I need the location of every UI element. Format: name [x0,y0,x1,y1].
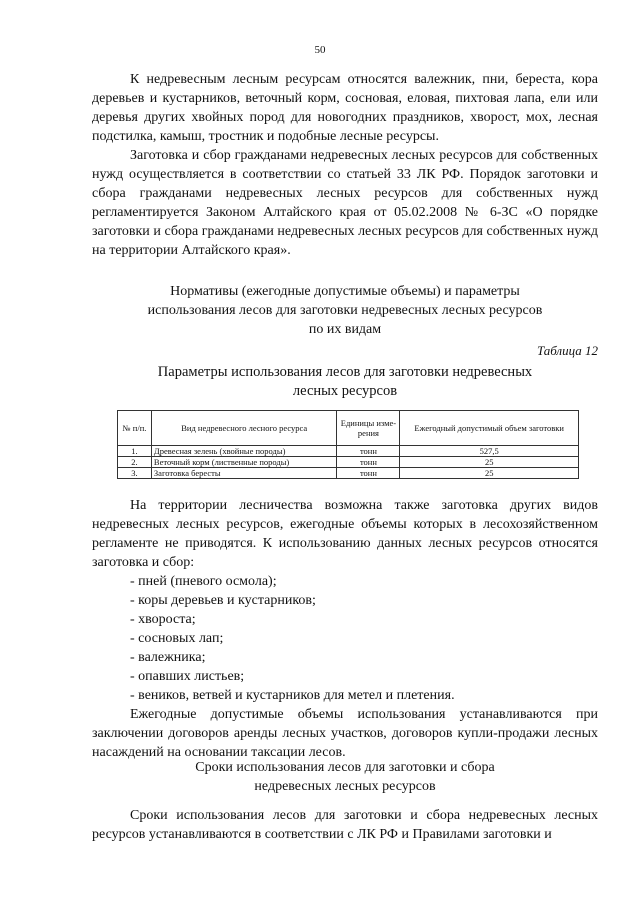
table-row [118,446,579,457]
heading-line: по их видам [308,322,382,337]
header-volume: Ежегодный допустимый объем заготовки [400,411,579,446]
cell-unit: тонн [337,468,400,479]
header-unit: Единицы изме-рения [337,411,400,446]
resource-list [92,572,598,705]
cell-resource: Веточный корм (лиственные породы) [151,457,337,468]
intro-text-block [92,70,598,260]
table-title [92,363,598,401]
cell-volume: 25 [400,457,579,468]
cell-unit: тонн [337,446,400,457]
cell-number: 1. [118,446,152,457]
paragraph-resources-list: К недревесным лесным ресурсам относятся валежник, пни, береста, кора деревьев и кустарников, веточный корм, сосновая, еловая, пихтовая лапа, ели или деревья других хвойных пород для новогодних праздников, хворост, мох, лесная подстилка, камыш, тростник и подобные лесные ресурсы. [92,72,598,144]
list-item: - валежника; [130,650,206,665]
table-header-row [118,411,579,446]
page-number: 50 [314,44,326,56]
list-item: - пней (пневого осмола); [130,574,277,589]
section-heading-terms [92,758,598,796]
heading-line: Нормативы (ежегодные допустимые объемы) и параметры [170,284,520,299]
heading-line: Сроки использования лесов для заготовки и сбора [195,760,495,775]
list-item: - опавших листьев; [130,669,245,684]
paragraph-other-resources: На территории лесничества возможна также заготовка других видов недревесных лесных ресурсов, ежегодные объемы которых в лесохозяйственном регламенте не приводятся. К использованию данных лесных ресурсов относятся заготовка и сбор: [92,498,598,570]
list-item: - коры деревьев и кустарников; [130,593,316,608]
paragraph-legal-basis: Заготовка и сбор гражданами недревесных лесных ресурсов для собственных нужд осуществляется в соответствии со статьей 33 ЛК РФ. Порядок заготовки и сбора гражданами недревесных лесных ресурсов для собственных нужд регламентируется Законом Алтайского края от 05.02.2008 № 6-ЗС «О порядке заготовки и сбора гражданами недревесных лесных ресурсов для собственных нужд на территории Алтайского края». [92,148,598,258]
cell-unit: тонн [337,457,400,468]
cell-number: 3. [118,468,152,479]
paragraph-terms: Сроки использования лесов для заготовки и сбора недревесных лесных ресурсов устанавливаются в соответствии с ЛК РФ и Правилами заготовки и [92,808,598,842]
table-row [118,468,579,479]
parameters-table [117,410,579,479]
cell-volume: 527,5 [400,446,579,457]
table-row [118,457,579,468]
heading-line: недревесных лесных ресурсов [254,779,436,794]
table-number-label: Таблица 12 [536,343,598,358]
section-heading-norms [92,282,598,339]
list-item: - хвороста; [130,612,196,627]
paragraph-annual-volumes: Ежегодные допустимые объемы использования устанавливаются при заключении договоров аренды лесных участков, договоров купли-продажи лесных насаждений на основании таксации лесов. [92,707,598,760]
header-number: № п/п. [118,411,152,446]
list-item: - веников, ветвей и кустарников для метел и плетения. [130,688,455,703]
cell-resource: Заготовка бересты [151,468,337,479]
cell-resource: Древесная зелень (хвойные породы) [151,446,337,457]
table-title-line: лесных ресурсов [292,383,398,399]
table-title-line: Параметры использования лесов для заготовки недревесных [157,364,533,380]
heading-line: использования лесов для заготовки недревесных лесных ресурсов [147,303,543,318]
other-resources-block [92,496,598,762]
cell-volume: 25 [400,468,579,479]
cell-number: 2. [118,457,152,468]
header-resource: Вид недревесного лесного ресурса [151,411,337,446]
list-item: - сосновых лап; [130,631,224,646]
terms-text-block [92,806,598,844]
